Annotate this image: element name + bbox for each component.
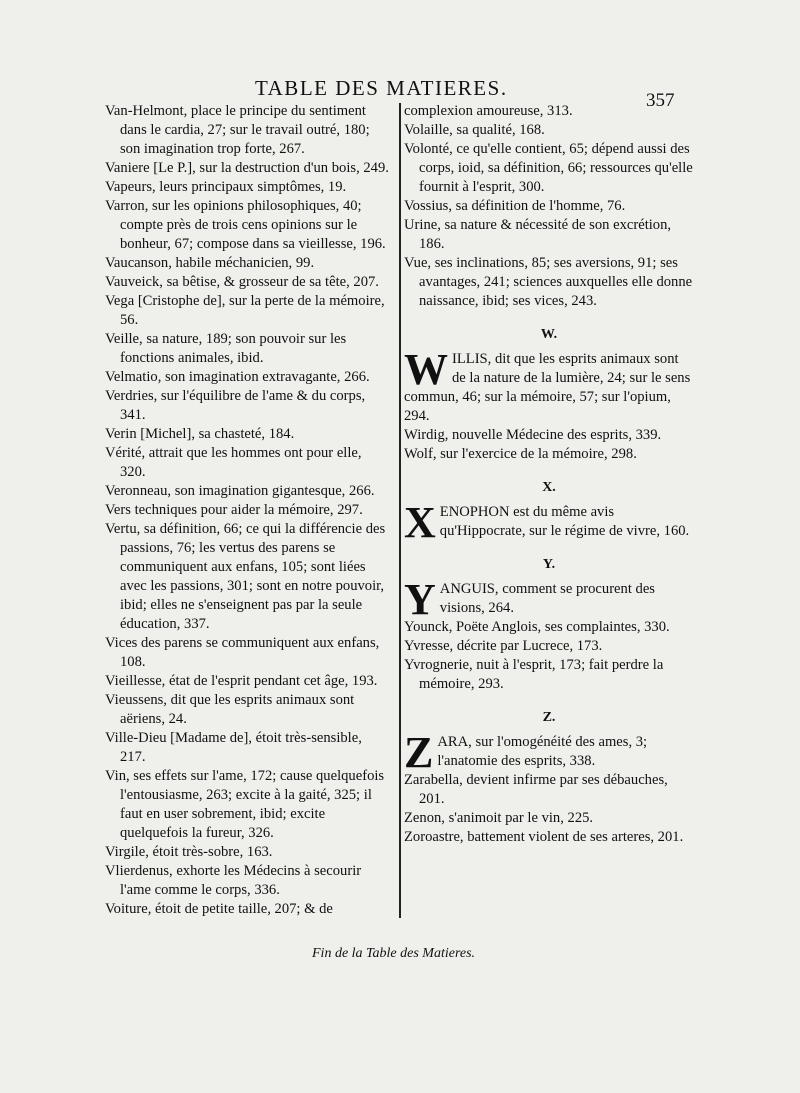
- index-entry: Zarabella, devient infirme par ses débauches, 201.: [404, 772, 668, 807]
- right-column: [404, 102, 694, 847]
- index-entry: [404, 728, 694, 777]
- index-entry: Vieillesse, état de l'esprit pendant cet âge, 193.: [105, 673, 378, 689]
- index-entry: [404, 575, 694, 624]
- index-entry: Vers techniques pour aider la mémoire, 297.: [105, 502, 363, 518]
- index-entry: Volonté, ce qu'elle contient, 65; dépend aussi des corps, ioid, sa définition, 66; ressources qu'elle fournit à l'esprit, 300.: [404, 141, 693, 195]
- page-title: TABLE DES MATIERES.: [255, 76, 508, 100]
- index-entry: Van-Helmont, place le principe du sentiment dans le cardia, 27; sur le travail outré, 180; son imagination trop forte, 267.: [105, 103, 370, 157]
- index-entry: Varron, sur les opinions philosophiques, 40; compte près de trois cens opinions sur le bonheur, 67; compose dans sa vieillesse, 196.: [105, 198, 386, 252]
- section-heading-w: W.: [540, 327, 558, 342]
- index-entry: Virgile, étoit très-sobre, 163.: [105, 844, 273, 860]
- index-entry: Wirdig, nouvelle Médecine des esprits, 339.: [404, 427, 662, 443]
- index-entry: Vin, ses effets sur l'ame, 172; cause quelquefois l'entousiasme, 263; excite à la gaité, 325; il faut en user sobrement, ibid; excite quelquefois la fureur, 326.: [105, 768, 385, 841]
- index-entry: Vapeurs, leurs principaux simptômes, 19.: [105, 179, 347, 195]
- index-entry: Vue, ses inclinations, 85; ses aversions, 91; ses avantages, 241; sciences auxquelles elle donne naissance, ibid; ses vices, 243.: [404, 255, 693, 309]
- page-footer: Fin de la Table des Matieres.: [312, 946, 476, 961]
- index-entry: complexion amoureuse, 313.: [404, 103, 573, 119]
- index-entry: Younck, Poëte Anglois, ses complaintes, 330.: [404, 619, 670, 635]
- index-entry: Urine, sa nature & nécessité de son excrétion, 186.: [404, 217, 672, 252]
- drop-cap: Y: [404, 575, 436, 624]
- index-entry: Vlierdenus, exhorte les Médecins à secourir l'ame comme le corps, 336.: [105, 863, 362, 898]
- index-entry: Wolf, sur l'exercice de la mémoire, 298.: [404, 446, 637, 462]
- drop-cap: W: [404, 345, 448, 394]
- entry-text: ENOPHON est du même avis qu'Hippocrate, sur le régime de vivre, 160.: [439, 504, 690, 539]
- index-entry: Yvrognerie, nuit à l'esprit, 173; fait perdre la mémoire, 293.: [404, 657, 664, 692]
- section-heading-z: Z.: [542, 710, 556, 725]
- index-entry: Voiture, étoit de petite taille, 207; & de: [105, 901, 333, 917]
- column-divider: [399, 103, 401, 918]
- index-entry: Zenon, s'animoit par le vin, 225.: [404, 810, 594, 826]
- drop-cap: Z: [404, 728, 434, 777]
- index-entry: Zoroastre, battement violent de ses arteres, 201.: [404, 829, 684, 845]
- index-entry: Yvresse, décrite par Lucrece, 173.: [404, 638, 603, 654]
- index-entry: Vossius, sa définition de l'homme, 76.: [404, 198, 626, 214]
- entry-text: ANGUIS, comment se procurent des visions, 264.: [439, 581, 655, 616]
- index-entry: Verdries, sur l'équilibre de l'ame & du corps, 341.: [105, 388, 366, 423]
- index-entry: Veille, sa nature, 189; son pouvoir sur les fonctions animales, ibid.: [105, 331, 347, 366]
- index-entry: Vega [Cristophe de], sur la perte de la mémoire, 56.: [105, 293, 385, 328]
- index-entry: Velmatio, son imagination extravagante, 266.: [105, 369, 370, 385]
- section-heading-x: X.: [542, 480, 556, 495]
- index-entry: Verin [Michel], sa chasteté, 184.: [105, 426, 295, 442]
- index-entry: Vieussens, dit que les esprits animaux sont aëriens, 24.: [105, 692, 355, 727]
- index-entry: [404, 498, 694, 547]
- index-entry: [404, 345, 694, 426]
- entry-text: ILLIS, dit que les esprits animaux sont de la nature de la lumière, 24; sur le sens commun, 46; sur la mémoire, 57; sur l'opium, 294.: [404, 351, 691, 424]
- entry-text: ARA, sur l'omogénéité des ames, 3; l'anatomie des esprits, 338.: [437, 734, 648, 769]
- page-number: 357: [646, 90, 675, 111]
- index-entry: Vices des parens se communiquent aux enfans, 108.: [105, 635, 380, 670]
- drop-cap: X: [404, 498, 436, 547]
- section-heading-y: Y.: [542, 557, 556, 572]
- index-entry: Vauveick, sa bêtise, & grosseur de sa tête, 207.: [105, 274, 379, 290]
- index-entry: Veronneau, son imagination gigantesque, 266.: [105, 483, 375, 499]
- index-entry: Vertu, sa définition, 66; ce qui la différencie des passions, 76; les vertus des parens se communiquent aux enfans, 105; sont liées avec les passions, 301; sont en notre pouvoir, ibid; elles ne s'enseignent pas par la seule éducation, 337.: [105, 521, 386, 632]
- index-entry: Ville-Dieu [Madame de], étoit très-sensible, 217.: [105, 730, 362, 765]
- index-entry: Vaucanson, habile méchanicien, 99.: [105, 255, 315, 271]
- index-entry: Vérité, attrait que les hommes ont pour elle, 320.: [105, 445, 362, 480]
- left-column: [105, 102, 390, 919]
- index-entry: Volaille, sa qualité, 168.: [404, 122, 545, 138]
- index-entry: Vaniere [Le P.], sur la destruction d'un bois, 249.: [105, 160, 389, 176]
